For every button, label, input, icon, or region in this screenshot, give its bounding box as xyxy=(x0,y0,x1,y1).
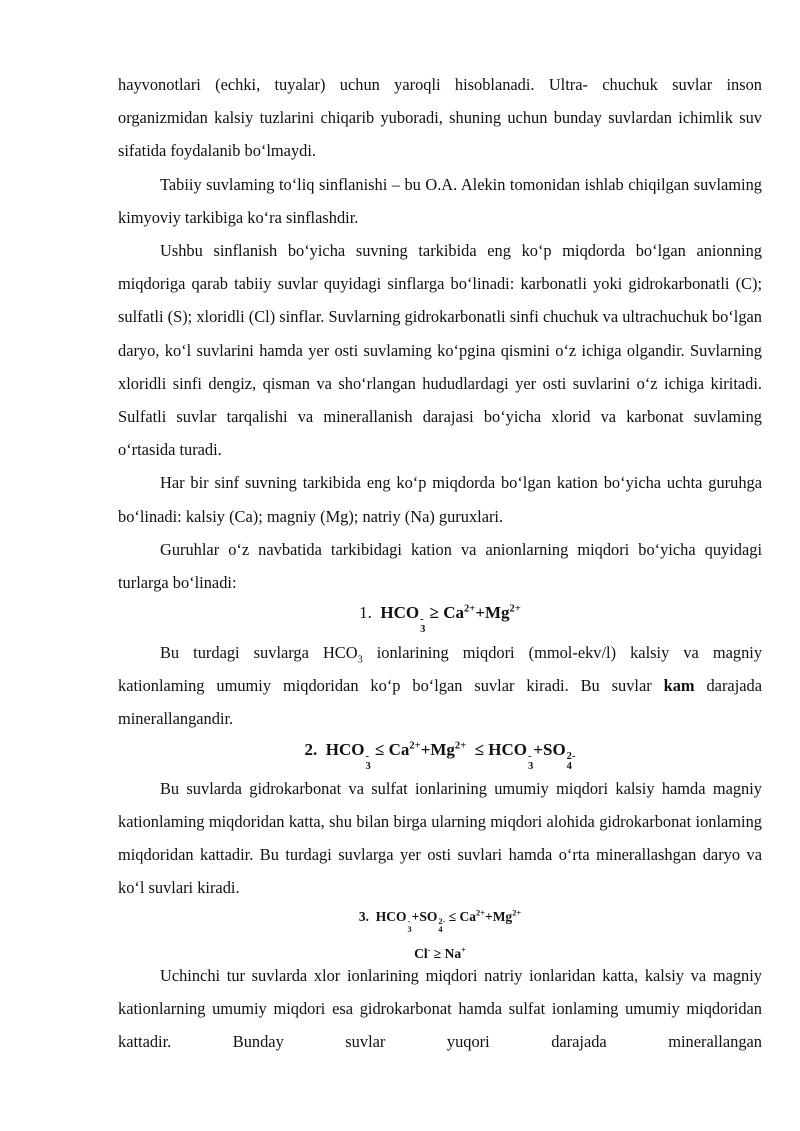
formula-operator: + xyxy=(475,603,485,623)
subscript: 4 xyxy=(438,925,443,935)
subscript: 3 xyxy=(365,760,371,772)
formula-number: 2. xyxy=(304,740,318,760)
subscript: 3 xyxy=(357,653,363,665)
superscript: + xyxy=(461,945,466,955)
text-run: ionlarining miqdori (mmol-ekv/l) kalsiy va magniy kationlaming umumiy miqdoridan ko‘p bo‘lgan suvlar kiradi. Bu suvlar xyxy=(118,642,763,695)
text-run: darajada minerallangandir. xyxy=(118,675,762,729)
paragraph-1: hayvonotlari (echki, tuyalar) uchun yaroqli hisoblanadi. Ultra- chuchuk suvlar inson organizmidan kalsiy tuzlarini chiqarib yuboradi, shuning uchun bunday suvlardan ichimlik suv sifatida foydalanib bo‘lmaydi. xyxy=(118,75,762,161)
paragraph-4: Har bir sinf suvning tarkibida eng ko‘p miqdorda bo‘lgan kation bo‘yicha uchta guruhga bo‘linadi: kalsiy (Ca); magniy (Mg); natriy (Na) guruxlari. xyxy=(118,473,762,526)
document-page xyxy=(118,68,762,1059)
paragraph-7: Bu suvlarda gidrokarbonat va sulfat ionlarining umumiy miqdori kalsiy hamda magniy kationlaming miqdoridan katta, shu bilan birga ularning miqdori alohida gidrokarbonat ionlaming miqdoridan kattadir. Bu turdagi suvlarga yer osti suvlari hamda o‘rta minerallashgan daryo va ko‘l suvlari kiradi. xyxy=(118,778,762,898)
formula-number: 1. xyxy=(359,603,372,623)
superscript: 2+ xyxy=(409,740,421,752)
formula-term: Cl xyxy=(414,946,428,962)
paragraph-2: Tabiiy suvlaming to‘liq sinflanishi – bu O.A. Alekin tomonidan ishlab chiqilgan suvlaming kimyoviy tarkibiga ko‘ra sinflashdir. xyxy=(118,174,762,227)
superscript: - xyxy=(420,613,424,625)
subscript: 3 xyxy=(420,623,426,635)
superscript: - xyxy=(365,750,370,762)
superscript: 2- xyxy=(438,917,446,927)
formula-operator: ≤ xyxy=(375,740,385,760)
superscript: 2- xyxy=(566,750,576,762)
formula-term: HCO xyxy=(380,603,420,623)
superscript: - xyxy=(407,917,411,927)
superscript: 2+ xyxy=(454,740,467,752)
superscript: 2+ xyxy=(509,603,521,615)
formula-term: Ca xyxy=(443,603,465,623)
formula-operator: ≥ xyxy=(429,603,439,623)
formula-term: Mg xyxy=(430,740,455,760)
formula-number: 3. xyxy=(358,909,369,925)
formula-operator: ≤ xyxy=(448,909,457,925)
formula-term: Na xyxy=(444,946,462,962)
formula-1 xyxy=(118,598,762,634)
paragraph-8: Uchinchi tur suvlarda xlor ionlarining miqdori natriy ionlaridan katta, kalsiy va magniy kationlarning umumiy miqdori esa gidrokarbonat hamda sulfat ionlaming umumiy miqdoridan kattadir. Bunday suvlar yuqori darajada minerallangan xyxy=(118,966,762,1052)
formula-2 xyxy=(118,735,762,771)
formula-operator: ≥ xyxy=(433,946,442,962)
subscript: 3 xyxy=(528,760,534,772)
formula-term: HCO xyxy=(375,909,407,925)
formula-term: SO xyxy=(542,740,566,760)
formula-term: Mg xyxy=(492,909,513,925)
formula-term: SO xyxy=(419,909,438,925)
superscript: 2+ xyxy=(464,603,476,615)
formula-term: Mg xyxy=(485,603,510,623)
formula-operator: + xyxy=(533,740,543,760)
paragraph-3: Ushbu sinflanish bo‘yicha suvning tarkibida eng ko‘p miqdorda bo‘lgan anionning miqdoriga qarab tabiiy suvlar quyidagi sinflarga bo‘linadi: karbonatli yoki gidrokarbonatli (C); sulfatli (S); xloridli (Cl) sinflar. Suvlarning gidrokarbonatli sinfi chuchuk va ultrachuchuk bo‘lgan daryo, ko‘l suvlarini hamda yer osti suvlaming ko‘pgina qismini o‘z ichiga olgandir. Suvlarning xloridli sinfi dengiz, qisman va sho‘rlangan hududlardagi yer osti suvlarini o‘z ichiga kiritadi. Sulfatli suvlar tarqalishi va minerallanish darajasi bo‘yicha xlorid va karbonat suvlaming o‘rtasida turadi. xyxy=(118,241,762,460)
formula-term: HCO xyxy=(325,740,365,760)
text-run: Bu turdagi suvlarga HCO xyxy=(160,642,358,662)
formula-operator: ≤ xyxy=(474,740,485,760)
superscript: - xyxy=(427,945,431,955)
formula-operator: + xyxy=(420,740,431,760)
paragraph-6 xyxy=(118,636,762,736)
paragraph-5: Guruhlar o‘z navbatida tarkibidagi kation va anionlarning miqdori bo‘yicha quyidagi turlarga bo‘linadi: xyxy=(118,539,762,593)
subscript: 3 xyxy=(407,925,412,935)
formula-operator: + xyxy=(484,909,493,925)
bold-text: kam xyxy=(663,675,695,695)
superscript: 2+ xyxy=(512,908,522,918)
superscript: 2+ xyxy=(476,908,485,918)
formula-term: HCO xyxy=(488,740,528,760)
subscript: 4 xyxy=(566,760,572,772)
formula-term: Ca xyxy=(388,740,410,760)
formula-3 xyxy=(118,906,762,934)
superscript: - xyxy=(528,750,532,762)
formula-term: Ca xyxy=(459,909,477,925)
formula-operator: + xyxy=(411,909,420,925)
